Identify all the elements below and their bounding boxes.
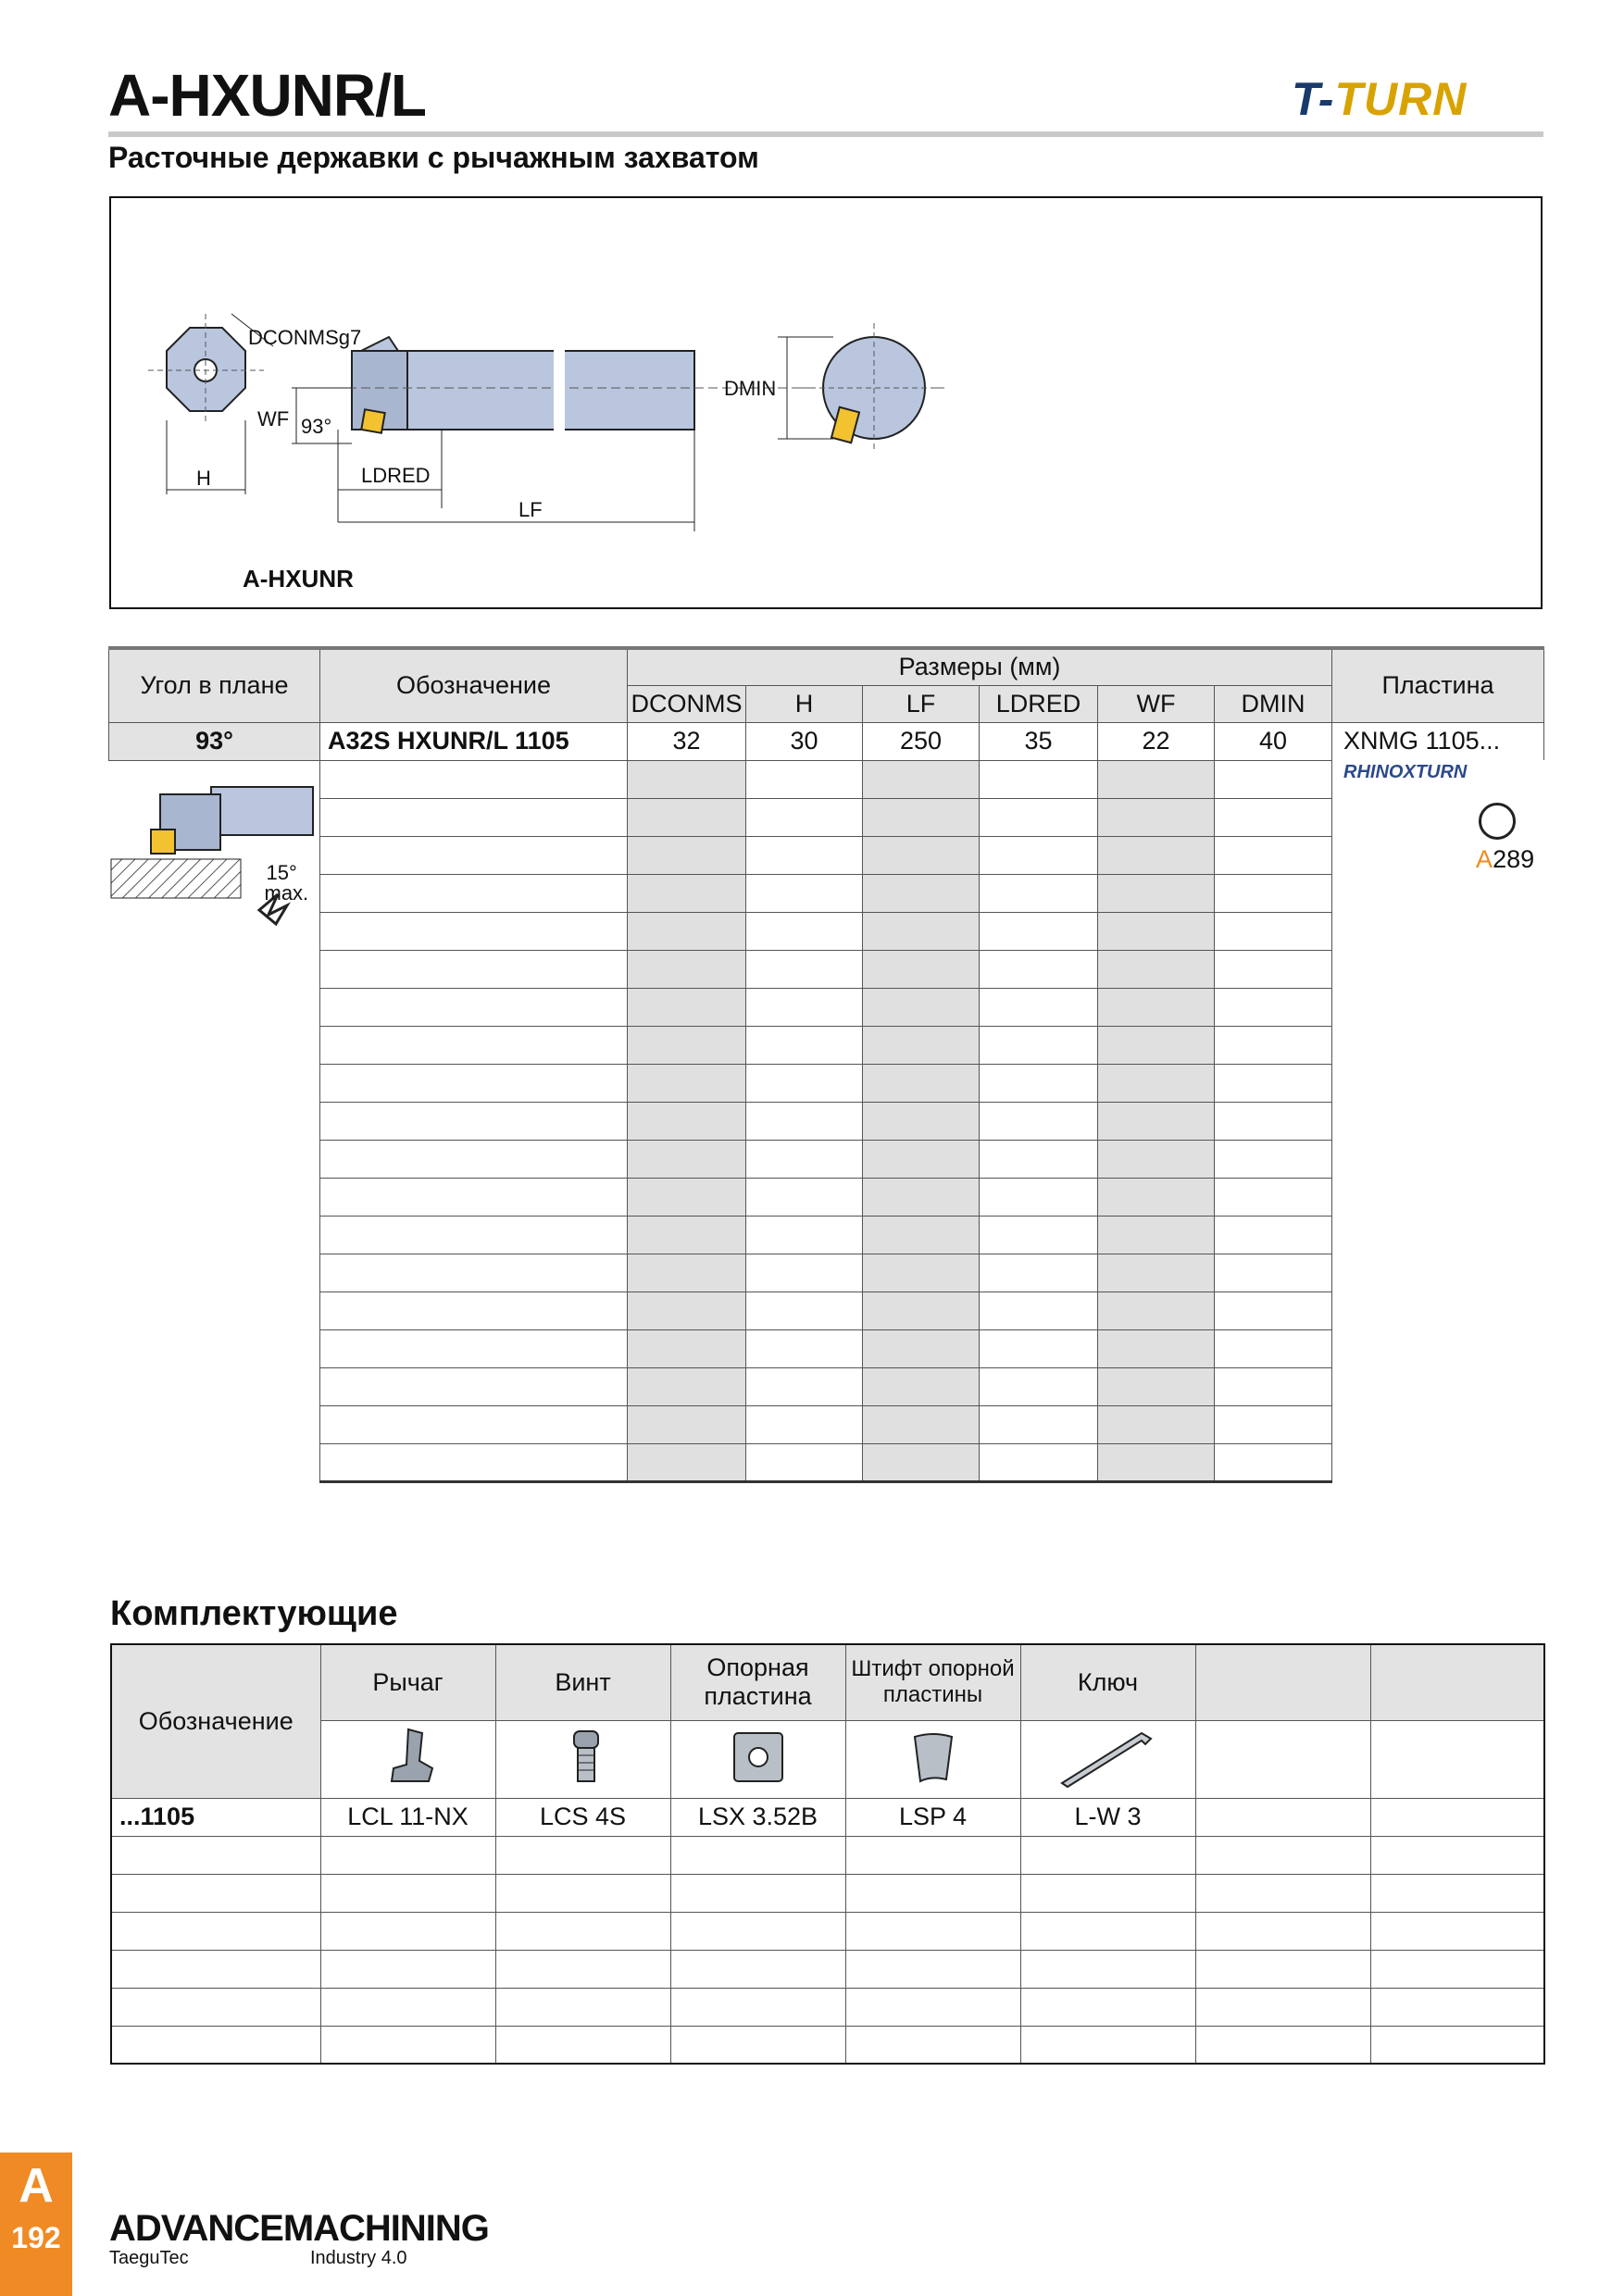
shim-icon [670,1720,845,1798]
accessories-title: Комплектующие [110,1594,398,1633]
header-col-dconms: DCONMS [628,685,746,722]
section-letter: A [19,2159,54,2213]
table-row-empty [109,1367,1544,1405]
lever-icon [320,1720,495,1798]
table-row-empty [109,1064,1544,1102]
header-col-wf: WF [1098,685,1215,722]
page-reference[interactable]: A289 [1476,845,1535,873]
header-insert: Пластина [1332,648,1544,722]
acc-header-shim: Опорная пластина [670,1644,845,1720]
header-col-dmin: DMIN [1215,685,1332,722]
table-row-empty [109,874,1544,912]
acc-header-screw: Винт [495,1644,670,1720]
diagram-caption: A-HXUNR [243,565,354,593]
header-col-lf: LF [863,685,980,722]
table-row-empty [111,2026,1544,2064]
table-row [109,722,1544,760]
table-row-empty [109,1216,1544,1254]
label-dmin: DMIN [724,377,777,400]
label-dconms: DCONMSg7 [248,326,362,349]
label-lf: LF [518,498,543,521]
magnifier-icon [1479,803,1516,840]
cell-designation: A32S HXUNR/L 1105 [320,722,628,760]
acc-header-key: Ключ [1020,1644,1195,1720]
header-angle: Угол в плане [109,648,320,722]
footer-logo: ADVANCEMACHINING [109,2208,489,2249]
label-wf: WF [257,407,290,430]
label-angle: 93° [301,415,332,438]
table-row-empty [109,1405,1544,1443]
insert-info [1332,760,1544,1481]
table-row-empty [109,836,1544,874]
table-row-empty [109,950,1544,988]
table-row-empty [109,988,1544,1026]
page-tab [0,2152,72,2296]
acc-header-shim-pin: Штифт опорной пластины [845,1644,1020,1720]
footer-company: TaeguTec [109,2248,189,2268]
dimensions-table [108,646,1544,1483]
title-rule [108,131,1543,137]
table-row-empty [111,1912,1544,1950]
table-row-empty [109,798,1544,836]
insert-brand-logo: RHINOXTURN [1343,762,1468,782]
sketch-angle: 15° [266,860,297,884]
table-row [111,1798,1544,1836]
header-col-ldred: LDRED [980,685,1098,722]
table-row-empty [109,1292,1544,1329]
tool-diagram [109,196,1543,609]
table-row [109,760,1544,798]
header-dimensions: Размеры (мм) [628,648,1332,685]
acc-cell-lever: LCL 11-NX [320,1798,495,1836]
table-row-empty [109,1102,1544,1140]
table-row-empty [109,1254,1544,1292]
table-row-empty [109,1026,1544,1064]
label-ldred: LDRED [361,464,431,487]
page-number: 192 [11,2221,61,2254]
sketch-max: max. [264,880,309,905]
shim-pin-icon [845,1720,1020,1798]
cell-ldred: 35 [980,722,1098,760]
brand-logo: T-TURN [1292,73,1468,125]
acc-cell-key: L-W 3 [1020,1798,1195,1836]
tool-drawing [111,198,1541,607]
cell-lf: 250 [863,722,980,760]
table-row-empty [111,1950,1544,1988]
table-row-empty [111,1874,1544,1912]
acc-cell-shim-pin: LSP 4 [845,1798,1020,1836]
cell-dconms: 32 [628,722,746,760]
cell-insert: XNMG 1105... [1332,722,1544,760]
acc-cell-designation: ...1105 [111,1798,320,1836]
screw-icon [495,1720,670,1798]
footer-tagline: Industry 4.0 [310,2248,407,2268]
table-row-empty [109,912,1544,950]
table-row-empty [109,1443,1544,1481]
cell-wf: 22 [1098,722,1215,760]
key-icon [1020,1720,1195,1798]
cutting-angle-sketch [109,760,320,1481]
sketch-drawing [109,767,319,933]
accessories-table [110,1643,1545,2065]
header-designation: Обозначение [320,648,628,722]
cell-h: 30 [746,722,863,760]
acc-header-designation: Обозначение [111,1644,320,1798]
acc-cell-shim: LSX 3.52B [670,1798,845,1836]
label-h: H [196,467,211,490]
table-row-empty [111,1836,1544,1874]
cell-dmin: 40 [1215,722,1332,760]
table-row-empty [109,1140,1544,1178]
table-row-empty [109,1178,1544,1216]
cell-angle: 93° [109,722,320,760]
acc-header-lever: Рычаг [320,1644,495,1720]
acc-cell-screw: LCS 4S [495,1798,670,1836]
header-col-h: H [746,685,863,722]
table-row-empty [111,1988,1544,2026]
table-row-empty [109,1329,1544,1367]
page-subtitle: Расточные державки с рычажным захватом [108,141,759,174]
page-title: A-HXUNR/L [108,62,426,129]
